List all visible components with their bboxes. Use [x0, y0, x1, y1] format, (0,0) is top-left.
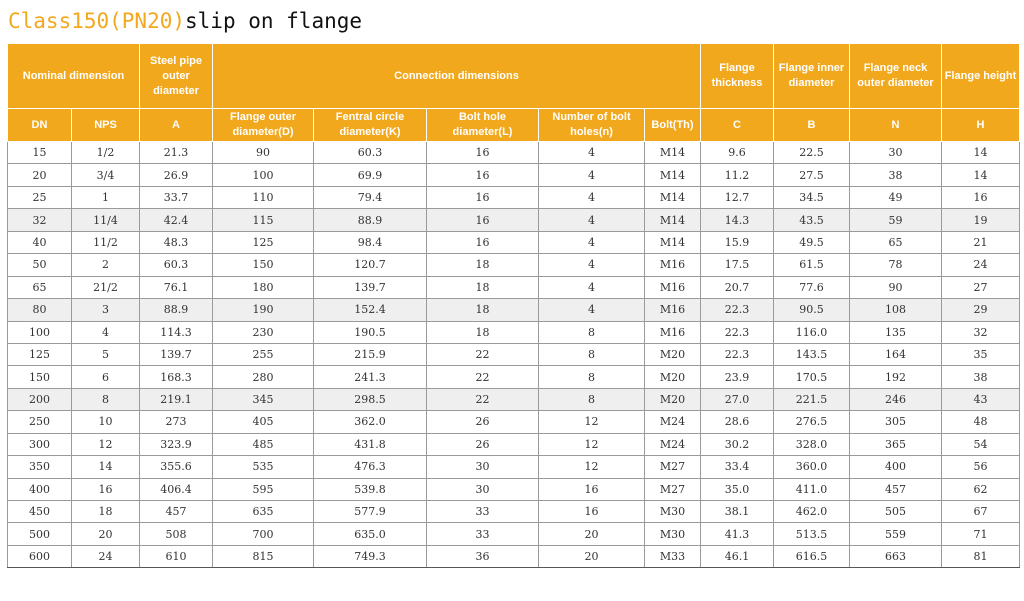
cell-bolt-circle: 749.3	[314, 545, 427, 567]
cell-bolt-hole-dia: 16	[427, 142, 539, 164]
cell-bolt-hole-dia: 16	[427, 209, 539, 231]
cell-nps: 8	[72, 388, 140, 410]
cell-thickness-c: 17.5	[701, 254, 774, 276]
cell-bolt-hole-dia: 18	[427, 276, 539, 298]
cell-bolt-count: 8	[539, 366, 645, 388]
cell-bolt-circle: 152.4	[314, 299, 427, 321]
table-row	[8, 186, 1020, 208]
cell-dn: 50	[8, 254, 72, 276]
cell-nps: 6	[72, 366, 140, 388]
cell-thickness-c: 30.2	[701, 433, 774, 455]
header-flange-height: Flange height	[942, 44, 1020, 109]
cell-bolt-size: M14	[645, 209, 701, 231]
cell-dn: 500	[8, 523, 72, 545]
cell-thickness-c: 38.1	[701, 501, 774, 523]
cell-neck-od-n: 663	[850, 545, 942, 567]
cell-inner-dia-b: 34.5	[774, 186, 850, 208]
cell-bolt-size: M27	[645, 478, 701, 500]
cell-height-h: 48	[942, 411, 1020, 433]
cell-nps: 11/4	[72, 209, 140, 231]
cell-pipe-od: 219.1	[140, 388, 213, 410]
cell-bolt-size: M20	[645, 388, 701, 410]
cell-bolt-count: 20	[539, 545, 645, 567]
cell-bolt-hole-dia: 36	[427, 545, 539, 567]
table-row	[8, 231, 1020, 253]
table-body	[8, 142, 1020, 568]
header-nps: NPS	[72, 109, 140, 142]
cell-height-h: 24	[942, 254, 1020, 276]
cell-bolt-count: 4	[539, 186, 645, 208]
table-row	[8, 142, 1020, 164]
cell-bolt-circle: 362.0	[314, 411, 427, 433]
cell-thickness-c: 14.3	[701, 209, 774, 231]
cell-dn: 200	[8, 388, 72, 410]
cell-dn: 80	[8, 299, 72, 321]
cell-dn: 125	[8, 343, 72, 365]
cell-height-h: 54	[942, 433, 1020, 455]
cell-inner-dia-b: 116.0	[774, 321, 850, 343]
cell-bolt-count: 8	[539, 321, 645, 343]
cell-dn: 65	[8, 276, 72, 298]
cell-bolt-size: M27	[645, 456, 701, 478]
header-flange-outer-diameter: Flange outer diameter(D)	[213, 109, 314, 142]
cell-flange-od: 180	[213, 276, 314, 298]
cell-dn: 450	[8, 501, 72, 523]
title-product-label: slip on flange	[185, 9, 363, 33]
cell-bolt-circle: 431.8	[314, 433, 427, 455]
cell-bolt-count: 4	[539, 164, 645, 186]
cell-dn: 20	[8, 164, 72, 186]
table-row	[8, 388, 1020, 410]
table-row	[8, 433, 1020, 455]
cell-nps: 3	[72, 299, 140, 321]
cell-dn: 100	[8, 321, 72, 343]
cell-thickness-c: 27.0	[701, 388, 774, 410]
cell-bolt-circle: 539.8	[314, 478, 427, 500]
cell-thickness-c: 22.3	[701, 343, 774, 365]
table-row	[8, 343, 1020, 365]
cell-pipe-od: 21.3	[140, 142, 213, 164]
cell-nps: 10	[72, 411, 140, 433]
cell-bolt-hole-dia: 22	[427, 366, 539, 388]
cell-pipe-od: 139.7	[140, 343, 213, 365]
header-flange-thickness: Flange thickness	[701, 44, 774, 109]
cell-bolt-size: M16	[645, 276, 701, 298]
cell-bolt-size: M20	[645, 366, 701, 388]
cell-nps: 21/2	[72, 276, 140, 298]
cell-neck-od-n: 365	[850, 433, 942, 455]
cell-dn: 40	[8, 231, 72, 253]
cell-flange-od: 90	[213, 142, 314, 164]
cell-neck-od-n: 246	[850, 388, 942, 410]
cell-height-h: 14	[942, 142, 1020, 164]
cell-flange-od: 345	[213, 388, 314, 410]
cell-bolt-hole-dia: 33	[427, 523, 539, 545]
cell-inner-dia-b: 49.5	[774, 231, 850, 253]
cell-bolt-size: M30	[645, 501, 701, 523]
cell-flange-od: 405	[213, 411, 314, 433]
cell-nps: 16	[72, 478, 140, 500]
cell-height-h: 19	[942, 209, 1020, 231]
header-dn: DN	[8, 109, 72, 142]
cell-inner-dia-b: 22.5	[774, 142, 850, 164]
cell-bolt-circle: 139.7	[314, 276, 427, 298]
cell-pipe-od: 26.9	[140, 164, 213, 186]
cell-bolt-hole-dia: 33	[427, 501, 539, 523]
cell-flange-od: 535	[213, 456, 314, 478]
cell-bolt-size: M24	[645, 433, 701, 455]
cell-flange-od: 485	[213, 433, 314, 455]
cell-inner-dia-b: 27.5	[774, 164, 850, 186]
cell-nps: 4	[72, 321, 140, 343]
header-bolt-hole-diameter: Bolt hole diameter(L)	[427, 109, 539, 142]
cell-inner-dia-b: 276.5	[774, 411, 850, 433]
cell-bolt-hole-dia: 16	[427, 186, 539, 208]
cell-bolt-size: M14	[645, 231, 701, 253]
table-row	[8, 276, 1020, 298]
cell-pipe-od: 88.9	[140, 299, 213, 321]
cell-flange-od: 280	[213, 366, 314, 388]
cell-height-h: 14	[942, 164, 1020, 186]
header-connection-dimensions: Connection dimensions	[213, 44, 701, 109]
cell-bolt-circle: 577.9	[314, 501, 427, 523]
cell-bolt-count: 4	[539, 276, 645, 298]
table-row	[8, 545, 1020, 567]
cell-bolt-size: M20	[645, 343, 701, 365]
cell-dn: 300	[8, 433, 72, 455]
header-steel-pipe-od: Steel pipe outer diameter	[140, 44, 213, 109]
cell-bolt-circle: 120.7	[314, 254, 427, 276]
cell-bolt-circle: 635.0	[314, 523, 427, 545]
table-row	[8, 321, 1020, 343]
cell-flange-od: 115	[213, 209, 314, 231]
cell-nps: 1	[72, 186, 140, 208]
cell-thickness-c: 33.4	[701, 456, 774, 478]
cell-neck-od-n: 135	[850, 321, 942, 343]
header-n: N	[850, 109, 942, 142]
table-row	[8, 478, 1020, 500]
cell-thickness-c: 46.1	[701, 545, 774, 567]
cell-flange-od: 815	[213, 545, 314, 567]
cell-nps: 12	[72, 433, 140, 455]
cell-bolt-hole-dia: 26	[427, 433, 539, 455]
cell-nps: 11/2	[72, 231, 140, 253]
cell-flange-od: 230	[213, 321, 314, 343]
cell-neck-od-n: 49	[850, 186, 942, 208]
cell-nps: 18	[72, 501, 140, 523]
cell-bolt-hole-dia: 30	[427, 456, 539, 478]
cell-bolt-size: M16	[645, 321, 701, 343]
table-row	[8, 501, 1020, 523]
cell-neck-od-n: 38	[850, 164, 942, 186]
cell-neck-od-n: 78	[850, 254, 942, 276]
cell-bolt-circle: 98.4	[314, 231, 427, 253]
cell-flange-od: 635	[213, 501, 314, 523]
cell-dn: 350	[8, 456, 72, 478]
cell-neck-od-n: 457	[850, 478, 942, 500]
cell-neck-od-n: 30	[850, 142, 942, 164]
cell-bolt-hole-dia: 18	[427, 321, 539, 343]
cell-dn: 250	[8, 411, 72, 433]
cell-inner-dia-b: 77.6	[774, 276, 850, 298]
cell-pipe-od: 168.3	[140, 366, 213, 388]
cell-pipe-od: 76.1	[140, 276, 213, 298]
cell-thickness-c: 15.9	[701, 231, 774, 253]
cell-bolt-count: 4	[539, 254, 645, 276]
cell-pipe-od: 610	[140, 545, 213, 567]
cell-bolt-size: M14	[645, 142, 701, 164]
cell-thickness-c: 23.9	[701, 366, 774, 388]
cell-bolt-count: 20	[539, 523, 645, 545]
cell-inner-dia-b: 221.5	[774, 388, 850, 410]
cell-neck-od-n: 400	[850, 456, 942, 478]
cell-dn: 400	[8, 478, 72, 500]
cell-dn: 25	[8, 186, 72, 208]
cell-height-h: 35	[942, 343, 1020, 365]
cell-nps: 5	[72, 343, 140, 365]
cell-bolt-size: M14	[645, 186, 701, 208]
cell-bolt-count: 4	[539, 299, 645, 321]
cell-bolt-count: 4	[539, 142, 645, 164]
cell-height-h: 62	[942, 478, 1020, 500]
cell-pipe-od: 33.7	[140, 186, 213, 208]
cell-pipe-od: 457	[140, 501, 213, 523]
cell-bolt-circle: 190.5	[314, 321, 427, 343]
cell-inner-dia-b: 43.5	[774, 209, 850, 231]
cell-bolt-hole-dia: 16	[427, 164, 539, 186]
cell-bolt-count: 16	[539, 478, 645, 500]
cell-pipe-od: 273	[140, 411, 213, 433]
cell-pipe-od: 48.3	[140, 231, 213, 253]
header-b: B	[774, 109, 850, 142]
cell-bolt-hole-dia: 30	[427, 478, 539, 500]
cell-thickness-c: 9.6	[701, 142, 774, 164]
cell-neck-od-n: 164	[850, 343, 942, 365]
cell-flange-od: 150	[213, 254, 314, 276]
cell-thickness-c: 20.7	[701, 276, 774, 298]
cell-height-h: 67	[942, 501, 1020, 523]
cell-inner-dia-b: 411.0	[774, 478, 850, 500]
cell-height-h: 71	[942, 523, 1020, 545]
cell-pipe-od: 323.9	[140, 433, 213, 455]
cell-nps: 3/4	[72, 164, 140, 186]
cell-pipe-od: 42.4	[140, 209, 213, 231]
cell-bolt-circle: 215.9	[314, 343, 427, 365]
cell-inner-dia-b: 462.0	[774, 501, 850, 523]
cell-bolt-circle: 60.3	[314, 142, 427, 164]
cell-bolt-size: M30	[645, 523, 701, 545]
table-row	[8, 209, 1020, 231]
header-a: A	[140, 109, 213, 142]
header-bolt-th: Bolt(Th)	[645, 109, 701, 142]
cell-height-h: 16	[942, 186, 1020, 208]
cell-bolt-size: M14	[645, 164, 701, 186]
cell-neck-od-n: 65	[850, 231, 942, 253]
header-h: H	[942, 109, 1020, 142]
header-bolt-hole-count: Number of bolt holes(n)	[539, 109, 645, 142]
cell-bolt-size: M16	[645, 299, 701, 321]
cell-bolt-circle: 241.3	[314, 366, 427, 388]
cell-bolt-hole-dia: 26	[427, 411, 539, 433]
table-row	[8, 366, 1020, 388]
cell-neck-od-n: 192	[850, 366, 942, 388]
cell-dn: 600	[8, 545, 72, 567]
cell-height-h: 56	[942, 456, 1020, 478]
cell-pipe-od: 508	[140, 523, 213, 545]
cell-thickness-c: 11.2	[701, 164, 774, 186]
cell-dn: 150	[8, 366, 72, 388]
cell-neck-od-n: 505	[850, 501, 942, 523]
cell-dn: 15	[8, 142, 72, 164]
cell-flange-od: 700	[213, 523, 314, 545]
cell-pipe-od: 114.3	[140, 321, 213, 343]
cell-height-h: 32	[942, 321, 1020, 343]
cell-neck-od-n: 305	[850, 411, 942, 433]
cell-inner-dia-b: 170.5	[774, 366, 850, 388]
cell-bolt-hole-dia: 22	[427, 388, 539, 410]
cell-thickness-c: 12.7	[701, 186, 774, 208]
header-flange-inner-diameter: Flange inner diameter	[774, 44, 850, 109]
cell-bolt-count: 8	[539, 388, 645, 410]
cell-height-h: 27	[942, 276, 1020, 298]
cell-bolt-count: 8	[539, 343, 645, 365]
cell-bolt-hole-dia: 22	[427, 343, 539, 365]
cell-bolt-circle: 88.9	[314, 209, 427, 231]
cell-inner-dia-b: 61.5	[774, 254, 850, 276]
cell-flange-od: 125	[213, 231, 314, 253]
cell-bolt-circle: 69.9	[314, 164, 427, 186]
cell-nps: 14	[72, 456, 140, 478]
cell-inner-dia-b: 328.0	[774, 433, 850, 455]
cell-inner-dia-b: 616.5	[774, 545, 850, 567]
cell-thickness-c: 22.3	[701, 299, 774, 321]
table-row	[8, 299, 1020, 321]
cell-bolt-size: M16	[645, 254, 701, 276]
cell-thickness-c: 22.3	[701, 321, 774, 343]
cell-bolt-count: 4	[539, 209, 645, 231]
cell-flange-od: 110	[213, 186, 314, 208]
cell-flange-od: 100	[213, 164, 314, 186]
cell-neck-od-n: 59	[850, 209, 942, 231]
cell-bolt-hole-dia: 18	[427, 299, 539, 321]
cell-nps: 24	[72, 545, 140, 567]
table-row	[8, 411, 1020, 433]
cell-bolt-count: 16	[539, 501, 645, 523]
cell-pipe-od: 406.4	[140, 478, 213, 500]
table-row	[8, 164, 1020, 186]
cell-pipe-od: 355.6	[140, 456, 213, 478]
cell-neck-od-n: 108	[850, 299, 942, 321]
cell-inner-dia-b: 90.5	[774, 299, 850, 321]
page-title	[8, 6, 362, 36]
cell-bolt-circle: 476.3	[314, 456, 427, 478]
cell-height-h: 38	[942, 366, 1020, 388]
table-row	[8, 254, 1020, 276]
header-flange-neck-od: Flange neck outer diameter	[850, 44, 942, 109]
cell-height-h: 43	[942, 388, 1020, 410]
cell-flange-od: 595	[213, 478, 314, 500]
cell-thickness-c: 41.3	[701, 523, 774, 545]
cell-bolt-count: 12	[539, 433, 645, 455]
cell-thickness-c: 28.6	[701, 411, 774, 433]
cell-bolt-size: M24	[645, 411, 701, 433]
cell-flange-od: 190	[213, 299, 314, 321]
cell-bolt-count: 12	[539, 456, 645, 478]
cell-bolt-circle: 79.4	[314, 186, 427, 208]
flange-dimensions-table	[7, 43, 1020, 568]
table-row	[8, 456, 1020, 478]
title-class-label: Class150(PN20)	[8, 9, 186, 33]
cell-bolt-count: 4	[539, 231, 645, 253]
cell-nps: 2	[72, 254, 140, 276]
cell-bolt-hole-dia: 16	[427, 231, 539, 253]
cell-dn: 32	[8, 209, 72, 231]
cell-pipe-od: 60.3	[140, 254, 213, 276]
cell-bolt-circle: 298.5	[314, 388, 427, 410]
cell-flange-od: 255	[213, 343, 314, 365]
cell-inner-dia-b: 360.0	[774, 456, 850, 478]
cell-neck-od-n: 90	[850, 276, 942, 298]
cell-height-h: 21	[942, 231, 1020, 253]
header-nominal-dimension: Nominal dimension	[8, 44, 140, 109]
header-c: C	[701, 109, 774, 142]
cell-height-h: 29	[942, 299, 1020, 321]
cell-bolt-size: M33	[645, 545, 701, 567]
cell-inner-dia-b: 513.5	[774, 523, 850, 545]
cell-neck-od-n: 559	[850, 523, 942, 545]
table-row	[8, 523, 1020, 545]
cell-nps: 1/2	[72, 142, 140, 164]
cell-nps: 20	[72, 523, 140, 545]
cell-height-h: 81	[942, 545, 1020, 567]
cell-bolt-hole-dia: 18	[427, 254, 539, 276]
cell-inner-dia-b: 143.5	[774, 343, 850, 365]
cell-bolt-count: 12	[539, 411, 645, 433]
cell-thickness-c: 35.0	[701, 478, 774, 500]
header-central-circle-diameter: Fentral circle diameter(K)	[314, 109, 427, 142]
